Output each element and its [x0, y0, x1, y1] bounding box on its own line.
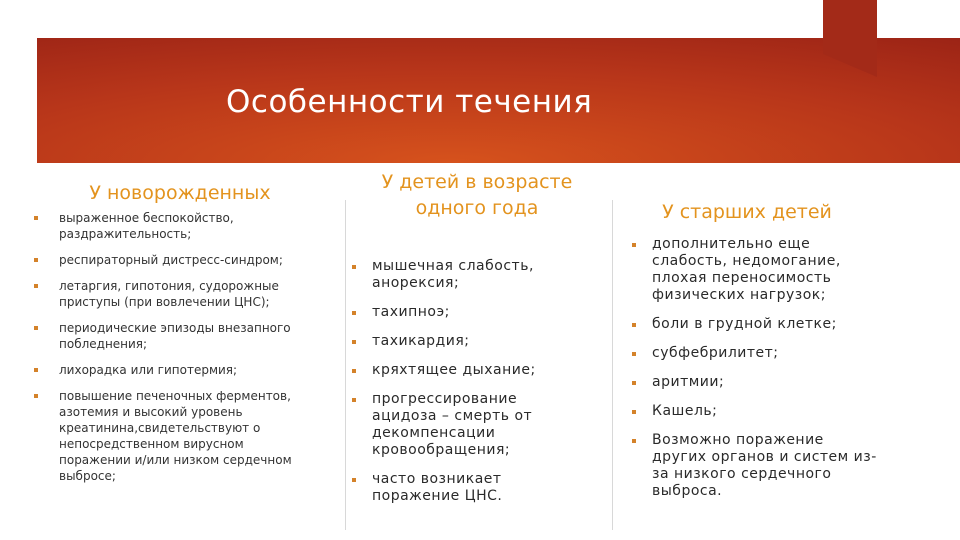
bullet-icon	[632, 243, 636, 247]
bullet-icon	[352, 369, 356, 373]
bullet-icon	[34, 326, 38, 330]
list-item: респираторный дистресс-синдром;	[34, 252, 304, 268]
list-item: выраженное беспокойство, раздражительность;	[34, 210, 304, 242]
bullet-icon	[352, 265, 356, 269]
bullet-icon	[632, 439, 636, 443]
slide-title: Особенности течения	[226, 84, 593, 120]
bullet-icon	[632, 381, 636, 385]
bullet-icon	[632, 323, 636, 327]
bullet-icon	[352, 340, 356, 344]
bullet-icon	[352, 398, 356, 402]
list-one-year	[352, 258, 582, 517]
bullet-icon	[632, 352, 636, 356]
list-item: аритмии;	[632, 374, 882, 391]
bullet-icon	[34, 216, 38, 220]
bullet-icon	[34, 394, 38, 398]
list-item: Возможно поражение других органов и систем из-за низкого сердечного выброса.	[632, 432, 882, 500]
bullet-icon	[34, 368, 38, 372]
list-item: дополнительно еще слабость, недомогание, плохая переносимость физических нагрузок;	[632, 236, 882, 304]
list-item: кряхтящее дыхание;	[352, 362, 582, 379]
column-heading-newborns: У новорожденных	[89, 182, 271, 204]
list-item: Кашель;	[632, 403, 882, 420]
list-item: мышечная слабость, анорексия;	[352, 258, 582, 292]
bullet-icon	[34, 258, 38, 262]
list-item: тахикардия;	[352, 333, 582, 350]
bullet-icon	[352, 478, 356, 482]
list-item: субфебрилитет;	[632, 345, 882, 362]
column-heading-one-year: У детей в возрасте одного года	[381, 171, 573, 219]
list-item: летаргия, гипотония, судорожные приступы (при вовлечении ЦНС);	[34, 278, 304, 310]
bullet-icon	[34, 284, 38, 288]
list-item: часто возникает поражение ЦНС.	[352, 471, 582, 505]
list-newborns	[34, 210, 304, 494]
column-heading-older-children: У старших детей	[662, 201, 832, 223]
bullet-icon	[352, 311, 356, 315]
list-item: периодические эпизоды внезапного побледнения;	[34, 320, 304, 352]
list-older-children	[632, 236, 882, 512]
list-item: прогрессирование ацидоза – смерть от декомпенсации кровообращения;	[352, 391, 582, 459]
list-item: боли в грудной клетке;	[632, 316, 882, 333]
list-item: тахипноэ;	[352, 304, 582, 321]
list-item: лихорадка или гипотермия;	[34, 362, 304, 378]
column-divider	[612, 200, 613, 530]
column-divider	[345, 200, 346, 530]
bullet-icon	[632, 410, 636, 414]
list-item: повышение печеночных ферментов, азотемия и высокий уровень креатинина,свидетельствуют о непосредственном вирусном поражении и/или низком сердечном выбросе;	[34, 388, 304, 484]
